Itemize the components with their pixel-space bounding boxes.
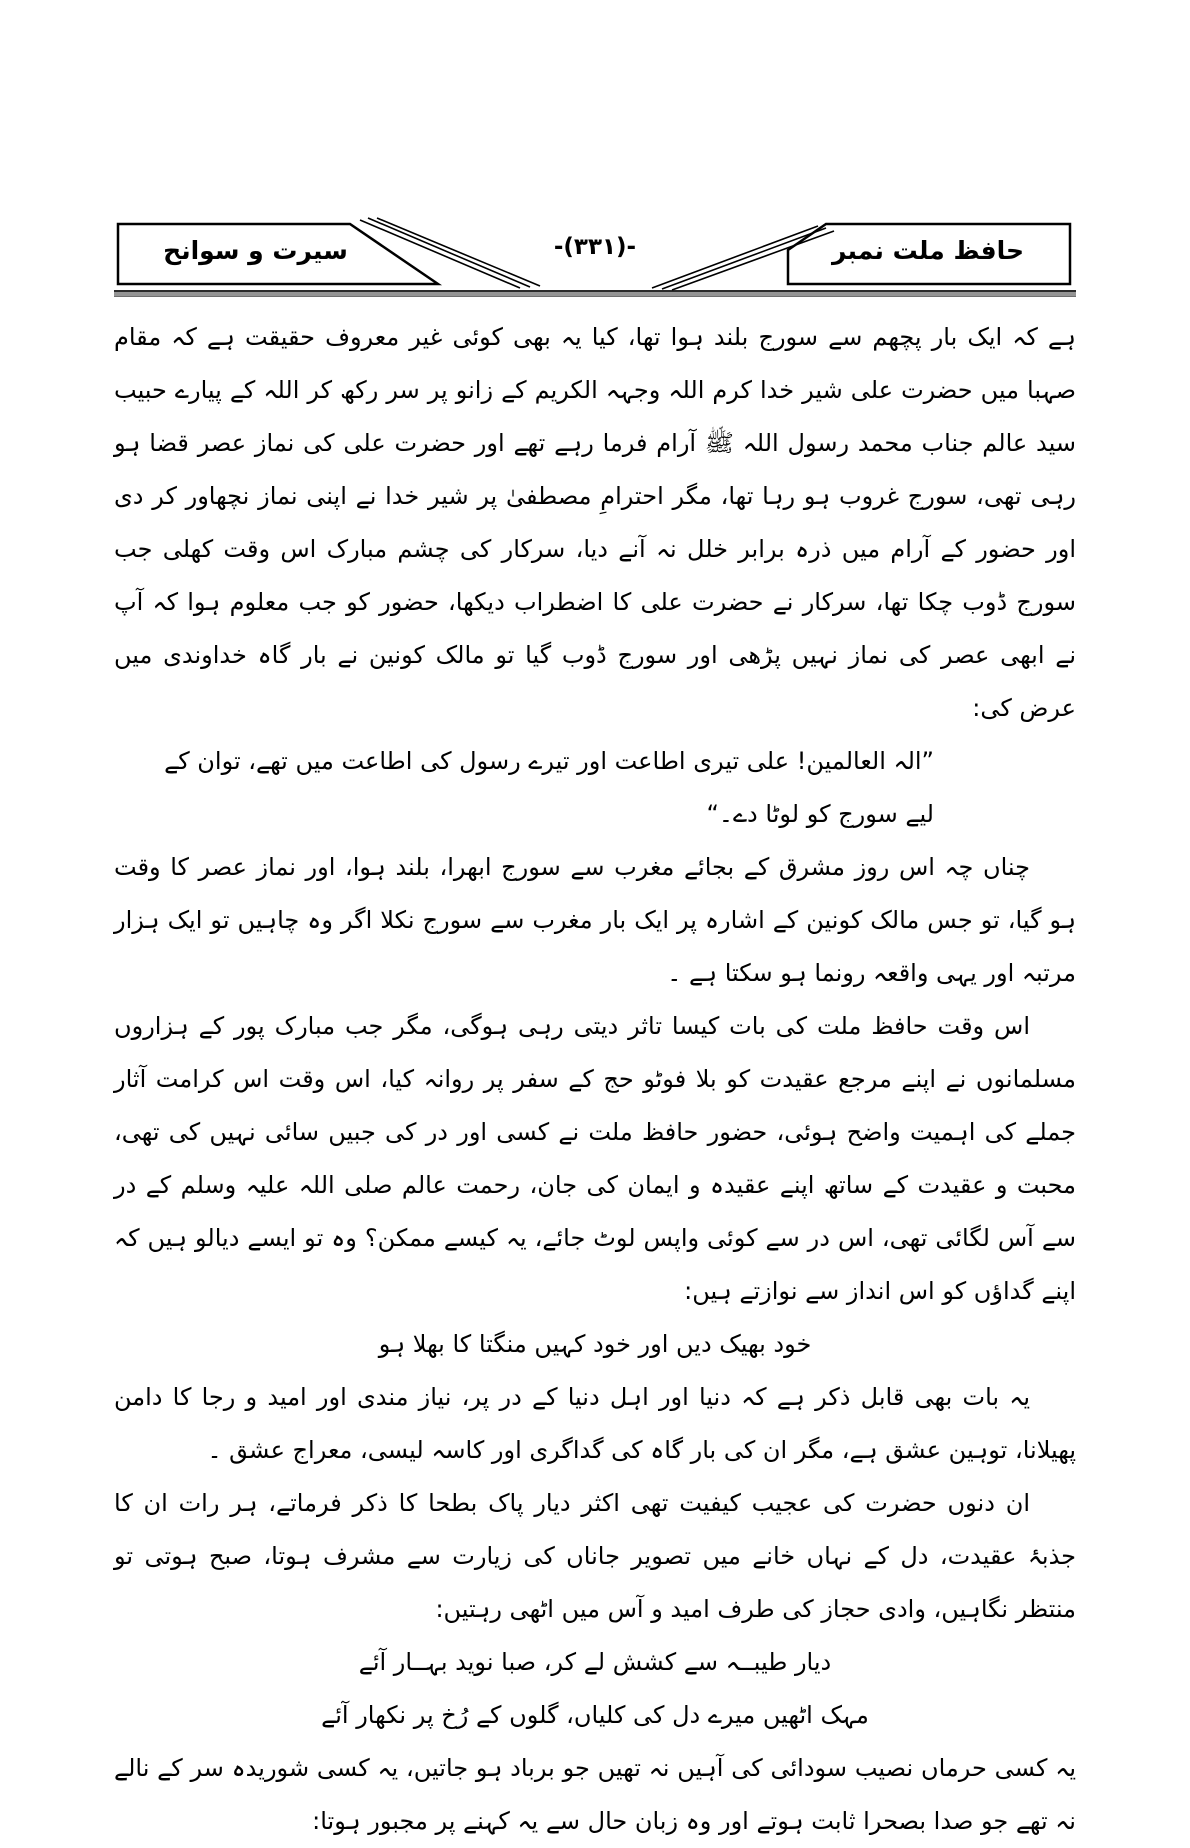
header-title-right: حافظ ملت نمبر <box>831 236 1024 265</box>
verse-line-2a: دیار طیبــہ سے کشش لے کر، صبا نوید بہــار آئے <box>358 1648 832 1676</box>
page-content <box>114 218 1076 1848</box>
body-text <box>114 311 1076 1848</box>
paragraph-6: یہ کسی حرماں نصیب سودائی کی آہیں نہ تھیں جو برباد ہو جاتیں، یہ کسی شوریدہ سر کے نالے نہ تھے جو صدا بصحرا ثابت ہوتے اور وہ زبان حال سے یہ کہنے پر مجبور ہوتا: <box>114 1754 1076 1835</box>
verse-line-1: خود بھیک دیں اور خود کہیں منگتا کا بھلا ہو <box>378 1330 812 1358</box>
paragraph-3: اس وقت حافظ ملت کی بات کیسا تاثر دیتی رہی ہوگی، مگر جب مبارک پور کے ہزاروں مسلمانوں نے اپنے مرجع عقیدت کو بلا فوٹو حج کے سفر پر روانہ کیا، اس وقت اس کرامت آثار جملے کی اہمیت واضح ہوئی، حضور حافظ ملت نے کسی اور در کی جبیں سائی نہیں کی تھی، محبت و عقیدت کے ساتھ اپنے عقیدہ و ایمان کی جان، رحمت عالم صلی اللہ علیہ وسلم کے در سے آس لگائی تھی، اس در سے کوئی واپس لوٹ جائے، یہ کیسے ممکن؟ وہ تو ایسے دیالو ہیں کہ اپنے گداؤں کو اس انداز سے نوازتے ہیں: <box>114 1012 1077 1305</box>
page-header <box>114 218 1076 290</box>
paragraph-2: چناں چہ اس روز مشرق کے بجائے مغرب سے سورج ابھرا، بلند ہوا، اور نماز عصر کا وقت ہو گیا، تو جس مالک کونین کے اشارہ پر ایک بار مغرب سے سورج نکلا اگر وہ چاہیں تو ایک ہزار مرتبہ اور یہی واقعہ رونما ہو سکتا ہے ۔ <box>114 853 1076 987</box>
paragraph-5: ان دنوں حضرت کی عجیب کیفیت تھی اکثر دیار پاک بطحا کا ذکر فرماتے، ہر رات ان کا جذبۂ عقیدت، دل کے نہاں خانے میں تصویر جاناں کی زیارت سے مشرف ہوتا، صبح ہوتی تو منتظر نگاہیں، وادی حجاز کی طرف امید و آس میں اٹھی رہتیں: <box>114 1489 1076 1623</box>
quote-line: ”الہ العالمین! علی تیری اطاعت اور تیرے رسول کی اطاعت میں تھے، توان کے لیے سورج کو لوٹا دے۔“ <box>164 747 934 828</box>
header-title-left: سیرت و سوانح <box>163 236 348 265</box>
verse-line-2b: مہک اٹھیں میرے دل کی کلیاں، گلوں کے رُخ پر نکھار آئے <box>321 1701 869 1729</box>
paragraph-1: ہے کہ ایک بار پچھم سے سورج بلند ہوا تھا، کیا یہ بھی کوئی غیر معروف حقیقت ہے کہ مقام صہبا میں حضرت علی شیر خدا کرم اللہ وجہہ الکریم کے زانو پر سر رکھ کر اللہ کے پیارے حبیب سید عالم جناب محمد رسول اللہ ﷺ آرام فرما رہے تھے اور حضرت علی کی نماز عصر قضا ہو رہی تھی، سورج غروب ہو رہا تھا، مگر احترامِ مصطفیٰ پر شیر خدا نے اپنی نماز نچھاور کر دی اور حضور کے آرام میں ذرہ برابر خلل نہ آنے دیا، سرکار کی چشم مبارک اس وقت کھلی جب سورج ڈوب چکا تھا، سرکار نے حضرت علی کا اضطراب دیکھا، حضور کو جب معلوم ہوا کہ آپ نے ابھی عصر کی نماز نہیں پڑھی اور سورج ڈوب گیا تو مالک کونین نے بار گاہ خداوندی میں عرض کی: <box>114 323 1076 722</box>
header-rule <box>114 290 1076 297</box>
paragraph-4: یہ بات بھی قابل ذکر ہے کہ دنیا اور اہل دنیا کے در پر، نیاز مندی اور امید و رجا کا دامن پھیلانا، توہین عشق ہے، مگر ان کی بار گاہ کی گداگری اور کاسہ لیسی، معراج عشق ۔ <box>114 1383 1076 1464</box>
page-number: -(۳۳۱)- <box>553 234 637 260</box>
